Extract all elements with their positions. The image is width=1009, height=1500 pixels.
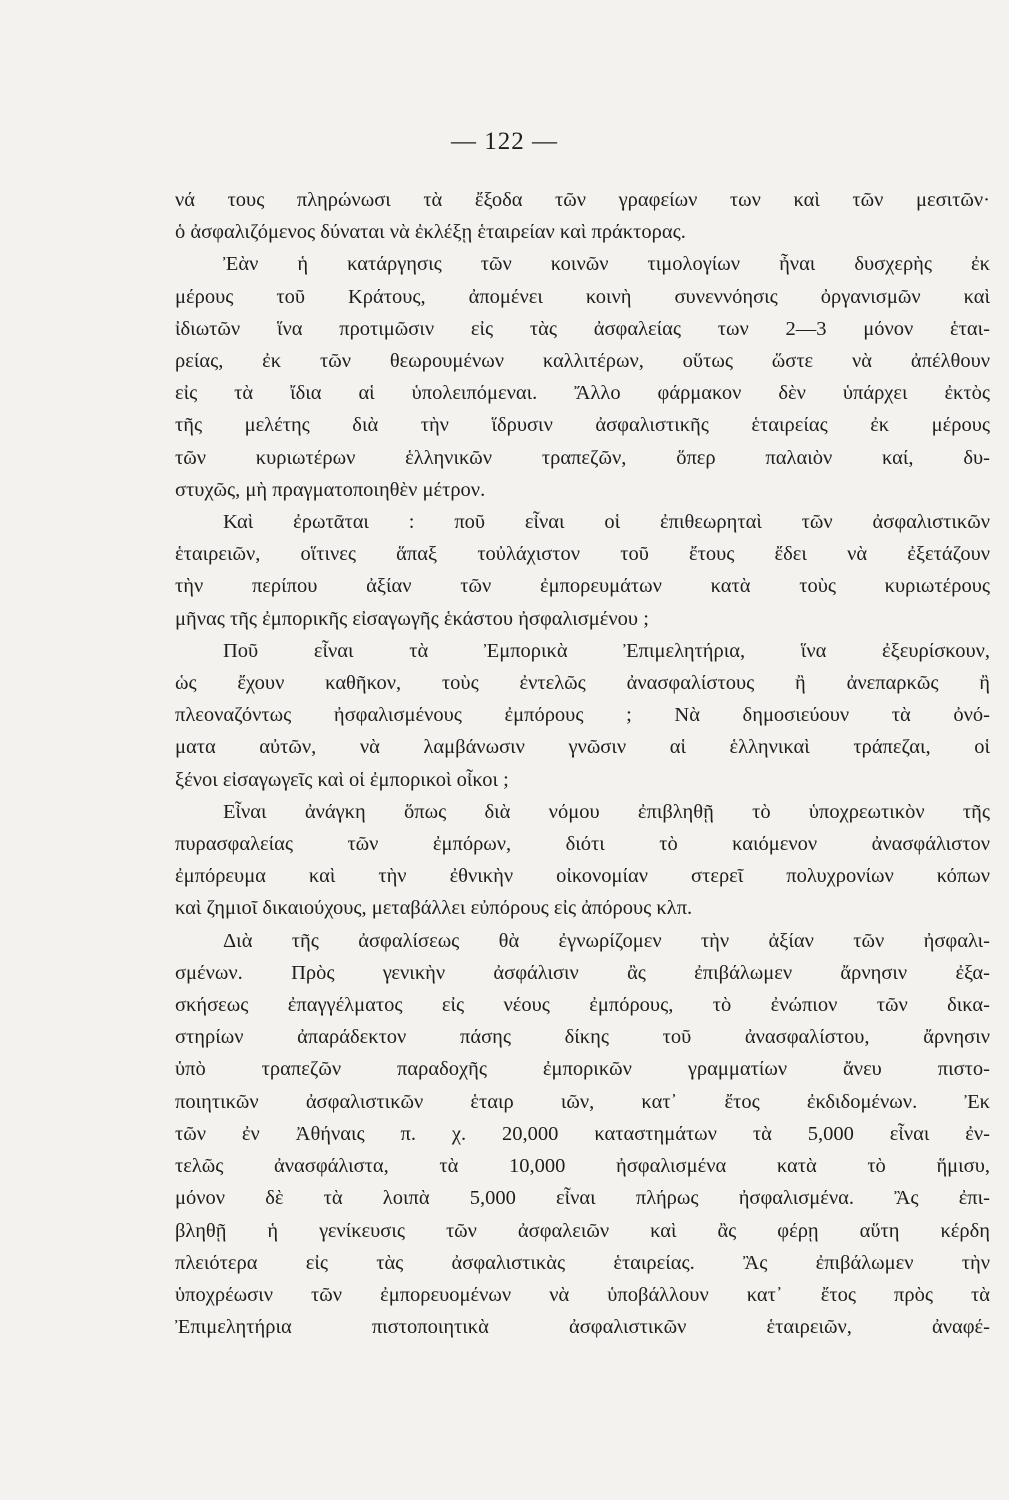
text-line: καὶ ζημιοῖ δικαιούχους, μεταβάλλει εὐπόρους εἰς ἀπόρους κλπ. <box>175 897 693 920</box>
text-line: ρείας, ἐκ τῶν θεωρουμένων καλλιτέρων, οὕτως ὥστε νὰ ἀπέλθουν <box>175 350 990 373</box>
text-line: εἰς τὰ ἴδια αἱ ὑπολειπόμεναι. Ἄλλο φάρμακον δὲν ὑπάρχει ἐκτὸς <box>175 382 990 405</box>
text-line: ὑποχρέωσιν τῶν ἐμπορευομένων νὰ ὑποβάλλουν κατ᾿ ἔτος πρὸς τὰ <box>175 1283 990 1306</box>
text-line: Ἐπιμελητήρια πιστοποιητικὰ ἀσφαλιστικῶν ἑταιρειῶν, ἀναφέ- <box>175 1316 990 1339</box>
text-line: Ποῦ εἶναι τὰ Ἐμπορικὰ Ἐπιμελητήρια, ἵνα ἐξευρίσκουν, <box>223 639 990 662</box>
text-line: Καὶ ἐρωτᾶται : ποῦ εἶναι οἱ ἐπιθεωρηταὶ τῶν ἀσφαλιστικῶν <box>223 511 990 534</box>
page-body-text <box>175 184 990 1343</box>
text-line: πλεοναζόντως ἠσφαλισμένους ἐμπόρους ; Νὰ δημοσιεύουν τὰ ὀνό- <box>175 704 990 727</box>
text-line: τελῶς ἀνασφάλιστα, τὰ 10,000 ἠσφαλισμένα κατὰ τὸ ἥμισυ, <box>175 1155 990 1178</box>
text-line: ἑταιρειῶν, οἵτινες ἅπαξ τοὐλάχιστον τοῦ ἔτους ἔδει νὰ ἐξετάζουν <box>175 543 990 566</box>
text-line: ὑπὸ τραπεζῶν παραδοχῆς ἐμπορικῶν γραμματίων ἄνευ πιστο- <box>175 1058 990 1081</box>
text-line: σμένων. Πρὸς γενικὴν ἀσφάλισιν ἂς ἐπιβάλωμεν ἄρνησιν ἐξα- <box>175 961 990 984</box>
text-line: πυρασφαλείας τῶν ἐμπόρων, διότι τὸ καιόμενον ἀνασφάλιστον <box>175 833 990 856</box>
text-line: Εἶναι ἀνάγκη ὅπως διὰ νόμου ἐπιβληθῇ τὸ ὑποχρεωτικὸν τῆς <box>223 800 990 823</box>
text-line: ἰδιωτῶν ἵνα προτιμῶσιν εἰς τὰς ἀσφαλείας των 2—3 μόνον ἑται- <box>175 317 990 340</box>
text-line: στυχῶς, μὴ πραγματοποιηθὲν μέτρον. <box>175 478 486 501</box>
text-line: μόνον δὲ τὰ λοιπὰ 5,000 εἶναι πλήρως ἠσφαλισμένα. Ἂς ἐπι- <box>175 1187 990 1210</box>
text-line: ματα αὐτῶν, νὰ λαμβάνωσιν γνῶσιν αἱ ἑλληνικαὶ τράπεζαι, οἱ <box>175 736 990 759</box>
text-line: μῆνας τῆς ἐμπορικῆς εἰσαγωγῆς ἑκάστου ἠσφαλισμένου ; <box>175 607 649 630</box>
text-line: νά τους πληρώνωσι τὰ ἔξοδα τῶν γραφείων των καὶ τῶν μεσιτῶν· <box>175 189 990 211</box>
text-line: στηρίων ἀπαράδεκτον πάσης δίκης τοῦ ἀνασφαλίστου, ἄρνησιν <box>175 1026 990 1049</box>
text-line: Ἐὰν ἡ κατάργησις τῶν κοινῶν τιμολογίων ἦναι δυσχερὴς ἐκ <box>223 253 990 276</box>
page-number: — 122 — <box>451 128 558 155</box>
text-line: μέρους τοῦ Κράτους, ἀπομένει κοινὴ συνεννόησις ὀργανισμῶν καὶ <box>175 285 990 308</box>
text-line: Διὰ τῆς ἀσφαλίσεως θὰ ἐγνωρίζομεν τὴν ἀξίαν τῶν ἠσφαλι- <box>223 929 990 952</box>
text-line: τῆς μελέτης διὰ τὴν ἵδρυσιν ἀσφαλιστικῆς ἑταιρείας ἐκ μέρους <box>175 414 990 437</box>
text-line: ποιητικῶν ἀσφαλιστικῶν ἑταιρ ιῶν, κατ᾿ ἔτος ἐκδιδομένων. Ἐκ <box>175 1090 990 1113</box>
text-line: σκήσεως ἐπαγγέλματος εἰς νέους ἐμπόρους, τὸ ἐνώπιον τῶν δικα- <box>175 994 990 1017</box>
text-line: τὴν περίπου ἀξίαν τῶν ἐμπορευμάτων κατὰ τοὺς κυριωτέρους <box>175 575 990 598</box>
text-line: ἐμπόρευμα καὶ τὴν ἐθνικὴν οἰκονομίαν στερεῖ πολυχρονίων κόπων <box>175 865 990 888</box>
text-line: ὁ ἀσφαλιζόμενος δύναται νὰ ἐκλέξῃ ἑταιρείαν καὶ πράκτορας. <box>175 221 686 244</box>
text-line: πλειότερα εἰς τὰς ἀσφαλιστικὰς ἑταιρείας. Ἂς ἐπιβάλωμεν τὴν <box>175 1251 990 1274</box>
text-line: ξένοι εἰσαγωγεῖς καὶ οἱ ἐμπορικοὶ οἶκοι ; <box>175 768 509 791</box>
text-line: τῶν ἐν Ἀθήναις π. χ. 20,000 καταστημάτων τὰ 5,000 εἶναι ἐν- <box>175 1122 990 1145</box>
text-line: βληθῇ ἡ γενίκευσις τῶν ἀσφαλειῶν καὶ ἂς φέρῃ αὕτη κέρδη <box>175 1219 990 1242</box>
text-line: τῶν κυριωτέρων ἑλληνικῶν τραπεζῶν, ὅπερ παλαιὸν καί, δυ- <box>175 446 990 469</box>
text-line: ὡς ἔχουν καθῆκον, τοὺς ἐντελῶς ἀνασφαλίστους ἢ ἀνεπαρκῶς ἢ <box>175 672 990 695</box>
